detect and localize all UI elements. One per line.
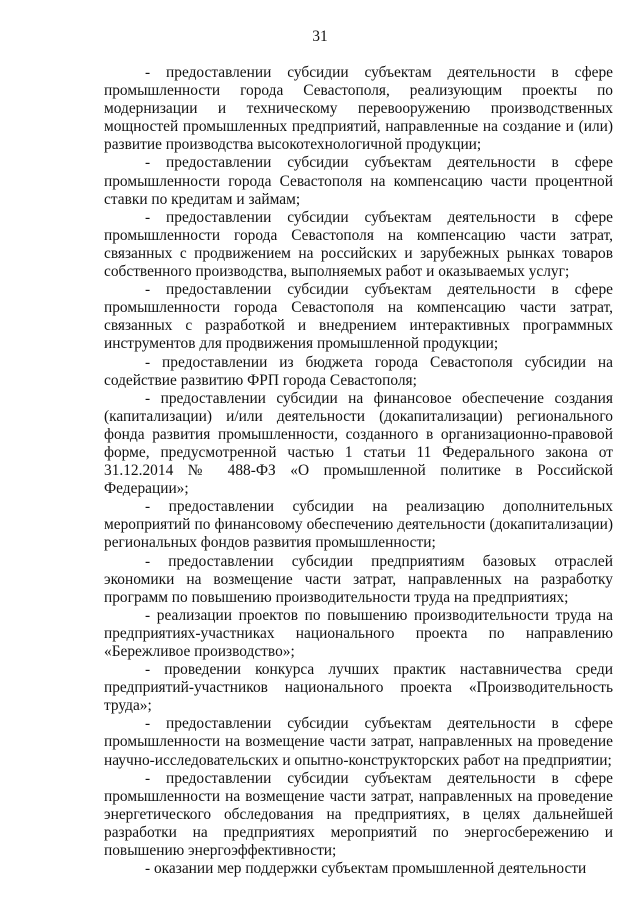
list-item-paragraph: - предоставлении субсидии субъектам деятельности в сфере промышленности города Севастополя на компенсацию части затрат, связанных с разработкой и внедрением интерактивных программных инструментов для продвижения промышленной продукции; bbox=[104, 281, 613, 353]
list-item-paragraph: - предоставлении субсидии субъектам деятельности в сфере промышленности на возмещение части затрат, направленных на проведение энергетического обследования на предприятиях, в целях дальнейшей разработки на предприятиях мероприятий по энергосбережению и повышению энергоэффективности; bbox=[104, 769, 613, 860]
list-item-paragraph: - предоставлении субсидии субъектам деятельности в сфере промышленности города Севастополя, реализующим проекты по модернизации и техническому перевооружению производственных мощностей промышленных предприятий, направленные на создание и (или) развитие производства высокотехнологичной продукции; bbox=[104, 64, 613, 154]
list-item-paragraph: - предоставлении субсидии на финансовое обеспечение создания (капитализации) и/или деятельности (докапитализации) регионального фонда развития промышленности, созданного в организационно-правовой форме, предусмотренной частью 1 статьи 11 Федерального закона от 31.12.2014 № 488-ФЗ «О промышленной политике в Российской Федерации»; bbox=[104, 389, 613, 498]
list-item-paragraph: - предоставлении из бюджета города Севастополя субсидии на содействие развитию ФРП города Севастополя; bbox=[104, 353, 613, 389]
page-number: 31 bbox=[312, 28, 328, 45]
list-item-paragraph: - реализации проектов по повышению производительности труда на предприятиях-участниках национального проекта по направлению «Бережливое производство»; bbox=[104, 606, 613, 660]
list-item-paragraph: - предоставлении субсидии предприятиям базовых отраслей экономики на возмещение части затрат, направленных на разработку программ по повышению производительности труда на предприятиях; bbox=[104, 552, 613, 606]
list-item-paragraph: - проведении конкурса лучших практик наставничества среди предприятий-участников национального проекта «Производительность труда»; bbox=[104, 661, 613, 715]
list-item-paragraph: - предоставлении субсидии субъектам деятельности в сфере промышленности города Севастополя на компенсацию части затрат, связанных с продвижением на российских и зарубежных рынках товаров собственного производства, выполняемых работ и оказываемых услуг; bbox=[104, 208, 613, 281]
list-item-paragraph: - оказании мер поддержки субъектам промышленной деятельности bbox=[145, 860, 587, 878]
list-item-paragraph: - предоставлении субсидии субъектам деятельности в сфере промышленности города Севастополя на компенсацию части процентной ставки по кредитам и займам; bbox=[104, 154, 613, 208]
document-body bbox=[104, 64, 613, 878]
list-item-paragraph: - предоставлении субсидии субъектам деятельности в сфере промышленности на возмещение части затрат, направленных на проведение научно-исследовательских и опытно-конструкторских работ на предприятии; bbox=[104, 715, 613, 769]
list-item-paragraph: - предоставлении субсидии на реализацию дополнительных мероприятий по финансовому обеспечению деятельности (докапитализации) региональных фондов развития промышленности; bbox=[104, 498, 613, 552]
